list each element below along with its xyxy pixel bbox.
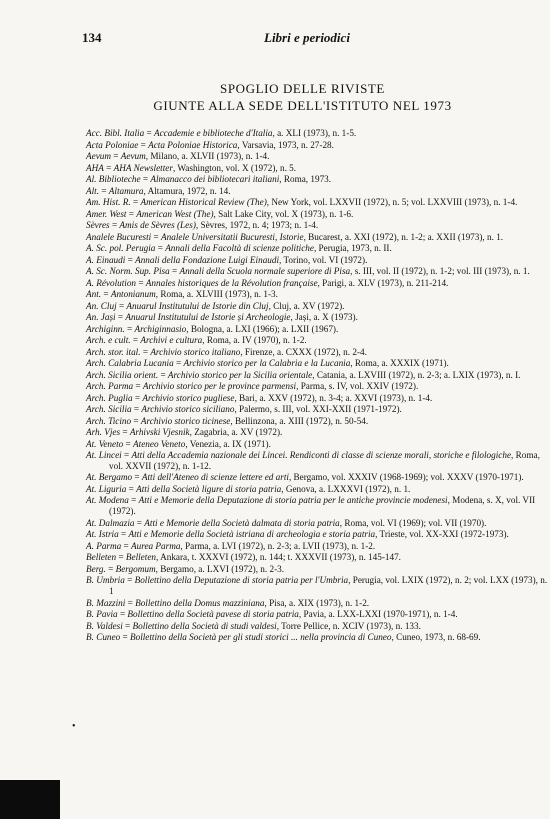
entry-full-title: Accademie e biblioteche d'Italia bbox=[153, 128, 273, 138]
entry-abbreviation: At. Lincei bbox=[86, 450, 122, 460]
journal-entry: Archiginn. = Archiginnasio, Bologna, a. LXI (1966); a. LXII (1967). bbox=[86, 323, 339, 334]
journal-entry: Al. Biblioteche = Almanacco dei bibliotecari italiani, Roma, 1973. bbox=[86, 174, 332, 184]
journal-entry: At. Istria = Atti e Memorie della Società istriana di archeologia e storia patria, Trieste, vol. XX-XXI (1972-1973). bbox=[86, 529, 509, 540]
entry-abbreviation: At. Istria bbox=[86, 529, 119, 540]
entry-full-title: Bollettino della Deputazione di storia patria per l'Umbria bbox=[134, 575, 349, 586]
entry-details: , Cuneo, 1973, n. 68-69. bbox=[391, 632, 481, 643]
entry-details: , Modena, s. X, vol. VII (1972). bbox=[109, 495, 536, 517]
journal-entry: Arch. Sicilia orient. = Archivio storico per la Sicilia orientale, Catania, a. LXVIII (1972), n. 2-3; a. LXIX (1973), n. I. bbox=[86, 369, 521, 380]
entry-full-title: Atti e Memorie della Società dalmata di storia patria bbox=[144, 517, 340, 528]
entry-details: , Washington, vol. X (1972), n. 5. bbox=[172, 162, 297, 173]
entry-full-title: Atti della Società ligure di storia patria bbox=[136, 483, 282, 494]
entry-abbreviation: Arch. stor. ital. bbox=[86, 346, 141, 357]
journal-entry: Arh. Vjes = Arhivski Vjesnik, Zagabria, a. XV (1972). bbox=[86, 427, 283, 437]
entry-abbreviation: B. Pavia bbox=[86, 609, 118, 620]
entry-full-title: Annali della Scuola normale superiore di Pisa bbox=[179, 266, 351, 276]
entry-full-title: Atti e Memorie della Deputazione di storia patria per le antiche provincie modenesi bbox=[138, 495, 448, 506]
journal-entry: Arch. Ticino = Archivio storico ticinese, Bellinzona, a. XIII (1972), n. 50-54. bbox=[86, 415, 369, 426]
entry-full-title: Archivio storico per la Calabria e la Lucania bbox=[183, 358, 351, 368]
entry-full-title: Anuarul Institutului de Istorie din Cluj bbox=[126, 300, 269, 311]
journal-entry: At. Dalmazia = Atti e Memorie della Società dalmata di storia patria, Roma, vol. VI (1969); vol. VII (1970). bbox=[86, 517, 487, 528]
journal-entry: Amer. West = American West (The), Salt Lake City, vol. X (1973), n. 1-6. bbox=[86, 208, 354, 219]
entry-details: , Bergamo, vol. XXXIV (1968-1969); vol. XXXV (1970-1971). bbox=[288, 472, 524, 483]
entry-full-title: Bollettino della Società pavese di storia patria bbox=[127, 609, 299, 620]
entry-abbreviation: B. Umbria bbox=[86, 575, 125, 586]
entry-details: , s. III, vol. II (1972), n. 1-2; vol. III (1973), n. 1. bbox=[350, 266, 530, 276]
entry-abbreviation: Belleten bbox=[86, 552, 117, 563]
entry-full-title: Ateneo Veneto bbox=[133, 438, 186, 449]
entry-full-title: Bollettino della Società di studi valdesi bbox=[132, 620, 277, 631]
entry-abbreviation: Sèvres bbox=[86, 220, 110, 230]
entry-full-title: Amis de Sèvres (Les) bbox=[119, 220, 196, 230]
entry-details: , Roma, a. XXXIX (1971). bbox=[350, 358, 449, 368]
entry-abbreviation: Arch. Calabria Lucania bbox=[86, 358, 174, 368]
entry-full-title: Bollettino della Società per gli studi storici ... nella provincia di Cuneo bbox=[129, 632, 392, 643]
journal-entry: Alt. = Altamura, Altamura, 1972, n. 14. bbox=[86, 185, 231, 196]
entry-full-title: Anuarul Institutului de Istorie și Archeologie bbox=[125, 312, 291, 322]
entry-abbreviation: Arch. Sicilia bbox=[86, 404, 132, 414]
journal-entry: A. Révolution = Annales historiques de la Révolution française, Parigi, a. XLV (1973), n. 211-214. bbox=[86, 277, 449, 288]
journal-entry: Arch. Parma = Archivio storico per le province parmensi, Parma, s. IV, vol. XXIV (1972). bbox=[86, 381, 419, 391]
entry-abbreviation: B. Valdesi bbox=[86, 620, 123, 631]
entry-abbreviation: Al. Biblioteche bbox=[86, 174, 141, 184]
entry-full-title: Annali della Fondazione Luigi Einaudi bbox=[135, 254, 280, 265]
journal-entry: At. Liguria = Atti della Società ligure di storia patria, Genova, a. LXXXVI (1972), n. 1. bbox=[86, 483, 411, 494]
scan-corner-mark bbox=[0, 780, 60, 819]
entry-details: , Firenze, a. CXXX (1972), n. 2-4. bbox=[240, 346, 367, 357]
entry-abbreviation: Amer. West bbox=[86, 208, 127, 219]
entry-abbreviation: An. Jași bbox=[86, 312, 116, 322]
entry-details: , Catania, a. LXVIII (1972), n. 2-3; a. LXIX (1973), n. I. bbox=[312, 369, 521, 380]
journal-entry: B. Pavia = Bollettino della Società pavese di storia patria, Pavia, a. LXX-LXXI (1970-1971), n. 1-4. bbox=[86, 609, 458, 620]
entry-abbreviation: Arch. Sicilia orient. bbox=[86, 369, 159, 380]
entry-details: , New York, vol. LXXVII (1972), n. 5; vol. LXXVIII (1973), n. 1-4. bbox=[266, 197, 518, 207]
page-header bbox=[82, 30, 442, 46]
journal-entry: Belleten = Belleten, Ankara, t. XXXVI (1972), n. 144; t. XXXVII (1973), n. 145-147. bbox=[86, 552, 401, 563]
journal-list bbox=[86, 128, 548, 643]
journal-entry: B. Cuneo = Bollettino della Società per gli studi storici ... nella provincia di Cuneo, Cuneo, 1973, n. 68-69. bbox=[86, 632, 481, 643]
entry-full-title: Acta Poloniae Historica bbox=[148, 139, 238, 150]
entry-details: , Torre Pellice, n. XCIV (1973), n. 133. bbox=[276, 620, 421, 631]
entry-abbreviation: AHA bbox=[86, 162, 104, 173]
running-title: Libri e periodici bbox=[264, 30, 350, 45]
entry-full-title: Bergomum bbox=[115, 563, 156, 574]
journal-entry: At. Lincei = Atti della Accademia nazionale dei Lincei. Rendiconti di classe di scienze morali, storiche e filologiche, Roma, vol. XXVII (1972), n. 1-12. bbox=[86, 450, 540, 471]
entry-full-title: Altamura bbox=[108, 185, 144, 196]
entry-full-title: Analele Universitatii Bucuresti, Istorie bbox=[161, 231, 304, 242]
journal-entry: A. Sc. Norm. Sup. Pisa = Annali della Scuola normale superiore di Pisa, s. III, vol. II (1972), n. 1-2; vol. III (1973), n. 1. bbox=[86, 266, 530, 276]
entry-full-title: Arhivski Vjesnik bbox=[129, 427, 190, 437]
entry-abbreviation: Berg. bbox=[86, 563, 106, 574]
entry-abbreviation: At. Veneto bbox=[86, 438, 124, 449]
journal-entry: Acta Poloniae = Acta Poloniae Historica, Varsavia, 1973, n. 27-28. bbox=[86, 139, 334, 150]
entry-full-title: Archivio storico per la Sicilia orientale bbox=[167, 369, 313, 380]
entry-details: , Roma, a. IV (1970), n. 1-2. bbox=[202, 335, 307, 345]
entry-abbreviation: Acta Poloniae bbox=[86, 139, 139, 150]
entry-full-title: AHA Newsletter bbox=[113, 162, 173, 173]
journal-entry: Arch. stor. ital. = Archivio storico italiano, Firenze, a. CXXX (1972), n. 2-4. bbox=[86, 346, 367, 357]
entry-details: , Roma, 1973. bbox=[279, 174, 332, 184]
journal-entry: A. Parma = Aurea Parma, Parma, a. LVI (1972), n. 2-3; a. LVII (1973), n. 1-2. bbox=[86, 540, 376, 551]
entry-details: , Trieste, vol. XX-XXI (1972-1973). bbox=[375, 529, 509, 540]
entry-details: , Parma, a. LVI (1972), n. 2-3; a. LVII (1973), n. 1-2. bbox=[180, 540, 376, 551]
entry-abbreviation: At. Liguria bbox=[86, 483, 127, 494]
entry-details: , Perugia, 1973, n. II. bbox=[313, 243, 392, 253]
entry-details: , Parma, s. IV, vol. XXIV (1972). bbox=[296, 381, 419, 391]
entry-details: , Venezia, a. IX (1971). bbox=[185, 438, 271, 449]
entry-abbreviation: B. Cuneo bbox=[86, 632, 121, 643]
entry-details: , Salt Lake City, vol. X (1973), n. 1-6. bbox=[213, 208, 354, 219]
journal-entry: Arch. Calabria Lucania = Archivio storico per la Calabria e la Lucania, Roma, a. XXXIX (1971). bbox=[86, 358, 449, 368]
journal-entry: Arch. Sicilia = Archivio storico siciliano, Palermo, s. III, vol. XXI-XXII (1971-1972). bbox=[86, 404, 402, 414]
entry-abbreviation: A. Einaudi bbox=[86, 254, 126, 265]
entry-details: , Zagabria, a. XV (1972). bbox=[189, 427, 283, 437]
entry-full-title: Archivio storico pugliese bbox=[142, 392, 235, 403]
entry-abbreviation: At. Dalmazia bbox=[86, 517, 135, 528]
journal-entry: Acc. Bibl. Italia = Accademie e biblioteche d'Italia, a. XLI (1973), n. 1-5. bbox=[86, 128, 357, 138]
entry-abbreviation: A. Parma bbox=[86, 540, 122, 551]
entry-details: , Bologna, a. LXI (1966); a. LXII (1967). bbox=[186, 323, 339, 334]
entry-full-title: American Historical Review (The) bbox=[140, 197, 267, 207]
entry-details: , Bucarest, a. XXI (1972), n. 1-2; a. XXII (1973), n. 1. bbox=[303, 231, 504, 242]
entry-full-title: Atti e Memorie della Società istriana di archeologia e storia patria bbox=[128, 529, 376, 540]
journal-entry: An. Cluj = Anuarul Institutului de Istorie din Cluj, Cluj, a. XV (1972). bbox=[86, 300, 345, 311]
entry-full-title: Archivio storico per le province parmensi bbox=[142, 381, 297, 391]
entry-full-title: American West (The) bbox=[136, 208, 214, 219]
entry-details: , Perugia, vol. LXIX (1972), n. 2; vol. LXX (1973), n. 1 bbox=[109, 575, 548, 597]
entry-abbreviation: Analele Bucuresti bbox=[86, 231, 152, 242]
journal-entry: B. Valdesi = Bollettino della Società di studi valdesi, Torre Pellice, n. XCIV (1973), n. 133. bbox=[86, 620, 421, 631]
entry-abbreviation: At. Bergamo bbox=[86, 472, 133, 483]
entry-abbreviation: Archiginn. bbox=[86, 323, 125, 334]
entry-abbreviation: A. Sc. Norm. Sup. Pisa bbox=[86, 266, 170, 276]
entry-abbreviation: Arch. Ticino bbox=[86, 415, 132, 426]
journal-entry: A. Einaudi = Annali della Fondazione Luigi Einaudi, Torino, vol. VI (1972). bbox=[86, 254, 368, 265]
journal-entry: Analele Bucuresti = Analele Universitatii Bucuresti, Istorie, Bucarest, a. XXI (1972), n. 1-2; a. XXII (1973), n. 1. bbox=[86, 231, 504, 242]
entry-abbreviation: Acc. Bibl. Italia bbox=[86, 128, 145, 138]
entry-full-title: Aurea Parma bbox=[131, 540, 181, 551]
entry-details: , Bellinzona, a. XIII (1972), n. 50-54. bbox=[230, 415, 369, 426]
entry-details: , Milano, a. XLVII (1973), n. 1-4. bbox=[145, 151, 270, 161]
journal-entry: At. Veneto = Ateneo Veneto, Venezia, a. IX (1971). bbox=[86, 438, 271, 449]
entry-full-title: Annales historiques de la Révolution française bbox=[145, 277, 318, 288]
entry-abbreviation: Ant. bbox=[86, 289, 102, 299]
journal-entry: Sèvres = Amis de Sèvres (Les), Sèvres, 1972, n. 4; 1973; n. 1-4. bbox=[86, 220, 319, 230]
entry-full-title: Antonianum bbox=[110, 289, 156, 299]
entry-abbreviation: Alt. bbox=[86, 185, 100, 196]
entry-details: , Pavia, a. LXX-LXXI (1970-1971), n. 1-4. bbox=[298, 609, 458, 620]
journal-entry: Aevum = Aevum, Milano, a. XLVII (1973), n. 1-4. bbox=[86, 151, 270, 161]
entry-details: , Ankara, t. XXXVI (1972), n. 144; t. XXXVII (1973), n. 145-147. bbox=[156, 552, 401, 563]
entry-abbreviation: Arch. Parma bbox=[86, 381, 134, 391]
journal-entry: Ant. = Antonianum, Roma, a. XLVIII (1973), n. 1-3. bbox=[86, 289, 278, 299]
entry-abbreviation: A. Sc. pol. Perugia bbox=[86, 243, 156, 253]
entry-full-title: Annali della Facoltà di scienze politiche bbox=[165, 243, 314, 253]
entry-full-title: Bollettino della Domus mazziniana bbox=[135, 597, 265, 608]
entry-abbreviation: Arch. e cult. bbox=[86, 335, 131, 345]
entry-abbreviation: B. Mazzini bbox=[86, 597, 126, 608]
entry-full-title: Archivi e cultura bbox=[140, 335, 203, 345]
entry-full-title: Archivio storico italiano bbox=[150, 346, 241, 357]
journal-entry: B. Umbria = Bollettino della Deputazione di storia patria per l'Umbria, Perugia, vol. LXIX (1972), n. 2; vol. LXX (1973), n. 1 bbox=[86, 575, 548, 597]
subtitle: GIUNTE ALLA SEDE DELL'ISTITUTO NEL 1973 bbox=[153, 98, 452, 113]
section-titles bbox=[100, 80, 505, 114]
entry-full-title: Aevum bbox=[120, 151, 146, 161]
entry-full-title: Atti della Accademia nazionale dei Lincei. Rendiconti di classe di scienze morali, storiche e filologiche bbox=[131, 450, 512, 460]
entry-details: , Bergamo, a. LXVI (1972), n. 2-3. bbox=[155, 563, 285, 574]
entry-abbreviation: Arh. Vjes bbox=[86, 427, 121, 437]
entry-full-title: Atti dell'Ateneo di scienze lettere ed arti bbox=[141, 472, 289, 483]
entry-abbreviation: An. Cluj bbox=[86, 300, 117, 311]
entry-details: , Roma, a. XLVIII (1973), n. 1-3. bbox=[155, 289, 278, 299]
main-title: SPOGLIO DELLE RIVISTE bbox=[220, 81, 385, 96]
entry-details: , Palermo, s. III, vol. XXI-XXII (1971-1972). bbox=[234, 404, 402, 414]
entry-full-title: Almanacco dei bibliotecari italiani bbox=[150, 174, 280, 184]
entry-details: , Varsavia, 1973, n. 27-28. bbox=[237, 139, 334, 150]
entry-details: , Roma, vol. VI (1969); vol. VII (1970). bbox=[339, 517, 487, 528]
entry-details: , Roma, vol. XXVII (1972), n. 1-12. bbox=[109, 450, 540, 471]
journal-entry: At. Modena = Atti e Memorie della Deputazione di storia patria per le antiche provincie modenesi, Modena, s. X, vol. VII (1972). bbox=[86, 495, 536, 517]
journal-entry: At. Bergamo = Atti dell'Ateneo di scienze lettere ed arti, Bergamo, vol. XXXIV (1968-1969); vol. XXXV (1970-1971). bbox=[86, 472, 524, 483]
entry-full-title: Archivio storico siciliano bbox=[141, 404, 235, 414]
entry-details: , Altamura, 1972, n. 14. bbox=[143, 185, 231, 196]
journal-entry: Arch. e cult. = Archivi e cultura, Roma, a. IV (1970), n. 1-2. bbox=[86, 335, 307, 345]
entry-full-title: Archivio storico ticinese bbox=[140, 415, 231, 426]
page-number: 134 bbox=[82, 30, 102, 45]
journal-entry: Arch. Puglia = Archivio storico pugliese, Bari, a. XXV (1972), n. 3-4; a. XXVI (1973), n. 1-4. bbox=[86, 392, 433, 403]
journal-entry: A. Sc. pol. Perugia = Annali della Facoltà di scienze politiche, Perugia, 1973, n. II. bbox=[86, 243, 392, 253]
entry-details: , Torino, vol. VI (1972). bbox=[279, 254, 368, 265]
entry-details: , Pisa, a. XIX (1973), n. 1-2. bbox=[264, 597, 370, 608]
entry-details: , Jași, a. X (1973). bbox=[290, 312, 358, 322]
entry-abbreviation: Am. Hist. R. bbox=[86, 197, 131, 207]
entry-details: , a. XLI (1973), n. 1-5. bbox=[272, 128, 357, 138]
journal-entry: AHA = AHA Newsletter, Washington, vol. X (1972), n. 5. bbox=[86, 162, 297, 173]
entry-abbreviation: Arch. Puglia bbox=[86, 392, 133, 403]
entry-details: , Parigi, a. XLV (1973), n. 211-214. bbox=[317, 277, 449, 288]
journal-entry: Berg. = Bergomum, Bergamo, a. LXVI (1972), n. 2-3. bbox=[86, 563, 285, 574]
journal-entry: Am. Hist. R. = American Historical Review (The), New York, vol. LXXVII (1972), n. 5; vol. LXXVIII (1973), n. 1-4. bbox=[86, 197, 518, 207]
journal-entry: B. Mazzini = Bollettino della Domus mazziniana, Pisa, a. XIX (1973), n. 1-2. bbox=[86, 597, 370, 608]
entry-details: , Bari, a. XXV (1972), n. 3-4; a. XXVI (1973), n. 1-4. bbox=[234, 392, 433, 403]
entry-abbreviation: At. Modena bbox=[86, 495, 129, 506]
entry-full-title: Belleten bbox=[125, 552, 156, 563]
entry-abbreviation: Aevum bbox=[86, 151, 111, 161]
entry-details: , Sèvres, 1972, n. 4; 1973; n. 1-4. bbox=[195, 220, 319, 230]
journal-entry: An. Jași = Anuarul Institutului de Istorie și Archeologie, Jași, a. X (1973). bbox=[86, 312, 358, 322]
entry-full-title: Archiginnasio bbox=[134, 323, 187, 334]
entry-details: , Cluj, a. XV (1972). bbox=[268, 300, 345, 311]
margin-bullet: • bbox=[72, 721, 76, 732]
entry-details: , Genova, a. LXXXVI (1972), n. 1. bbox=[281, 483, 411, 494]
entry-abbreviation: A. Révolution bbox=[86, 277, 137, 288]
